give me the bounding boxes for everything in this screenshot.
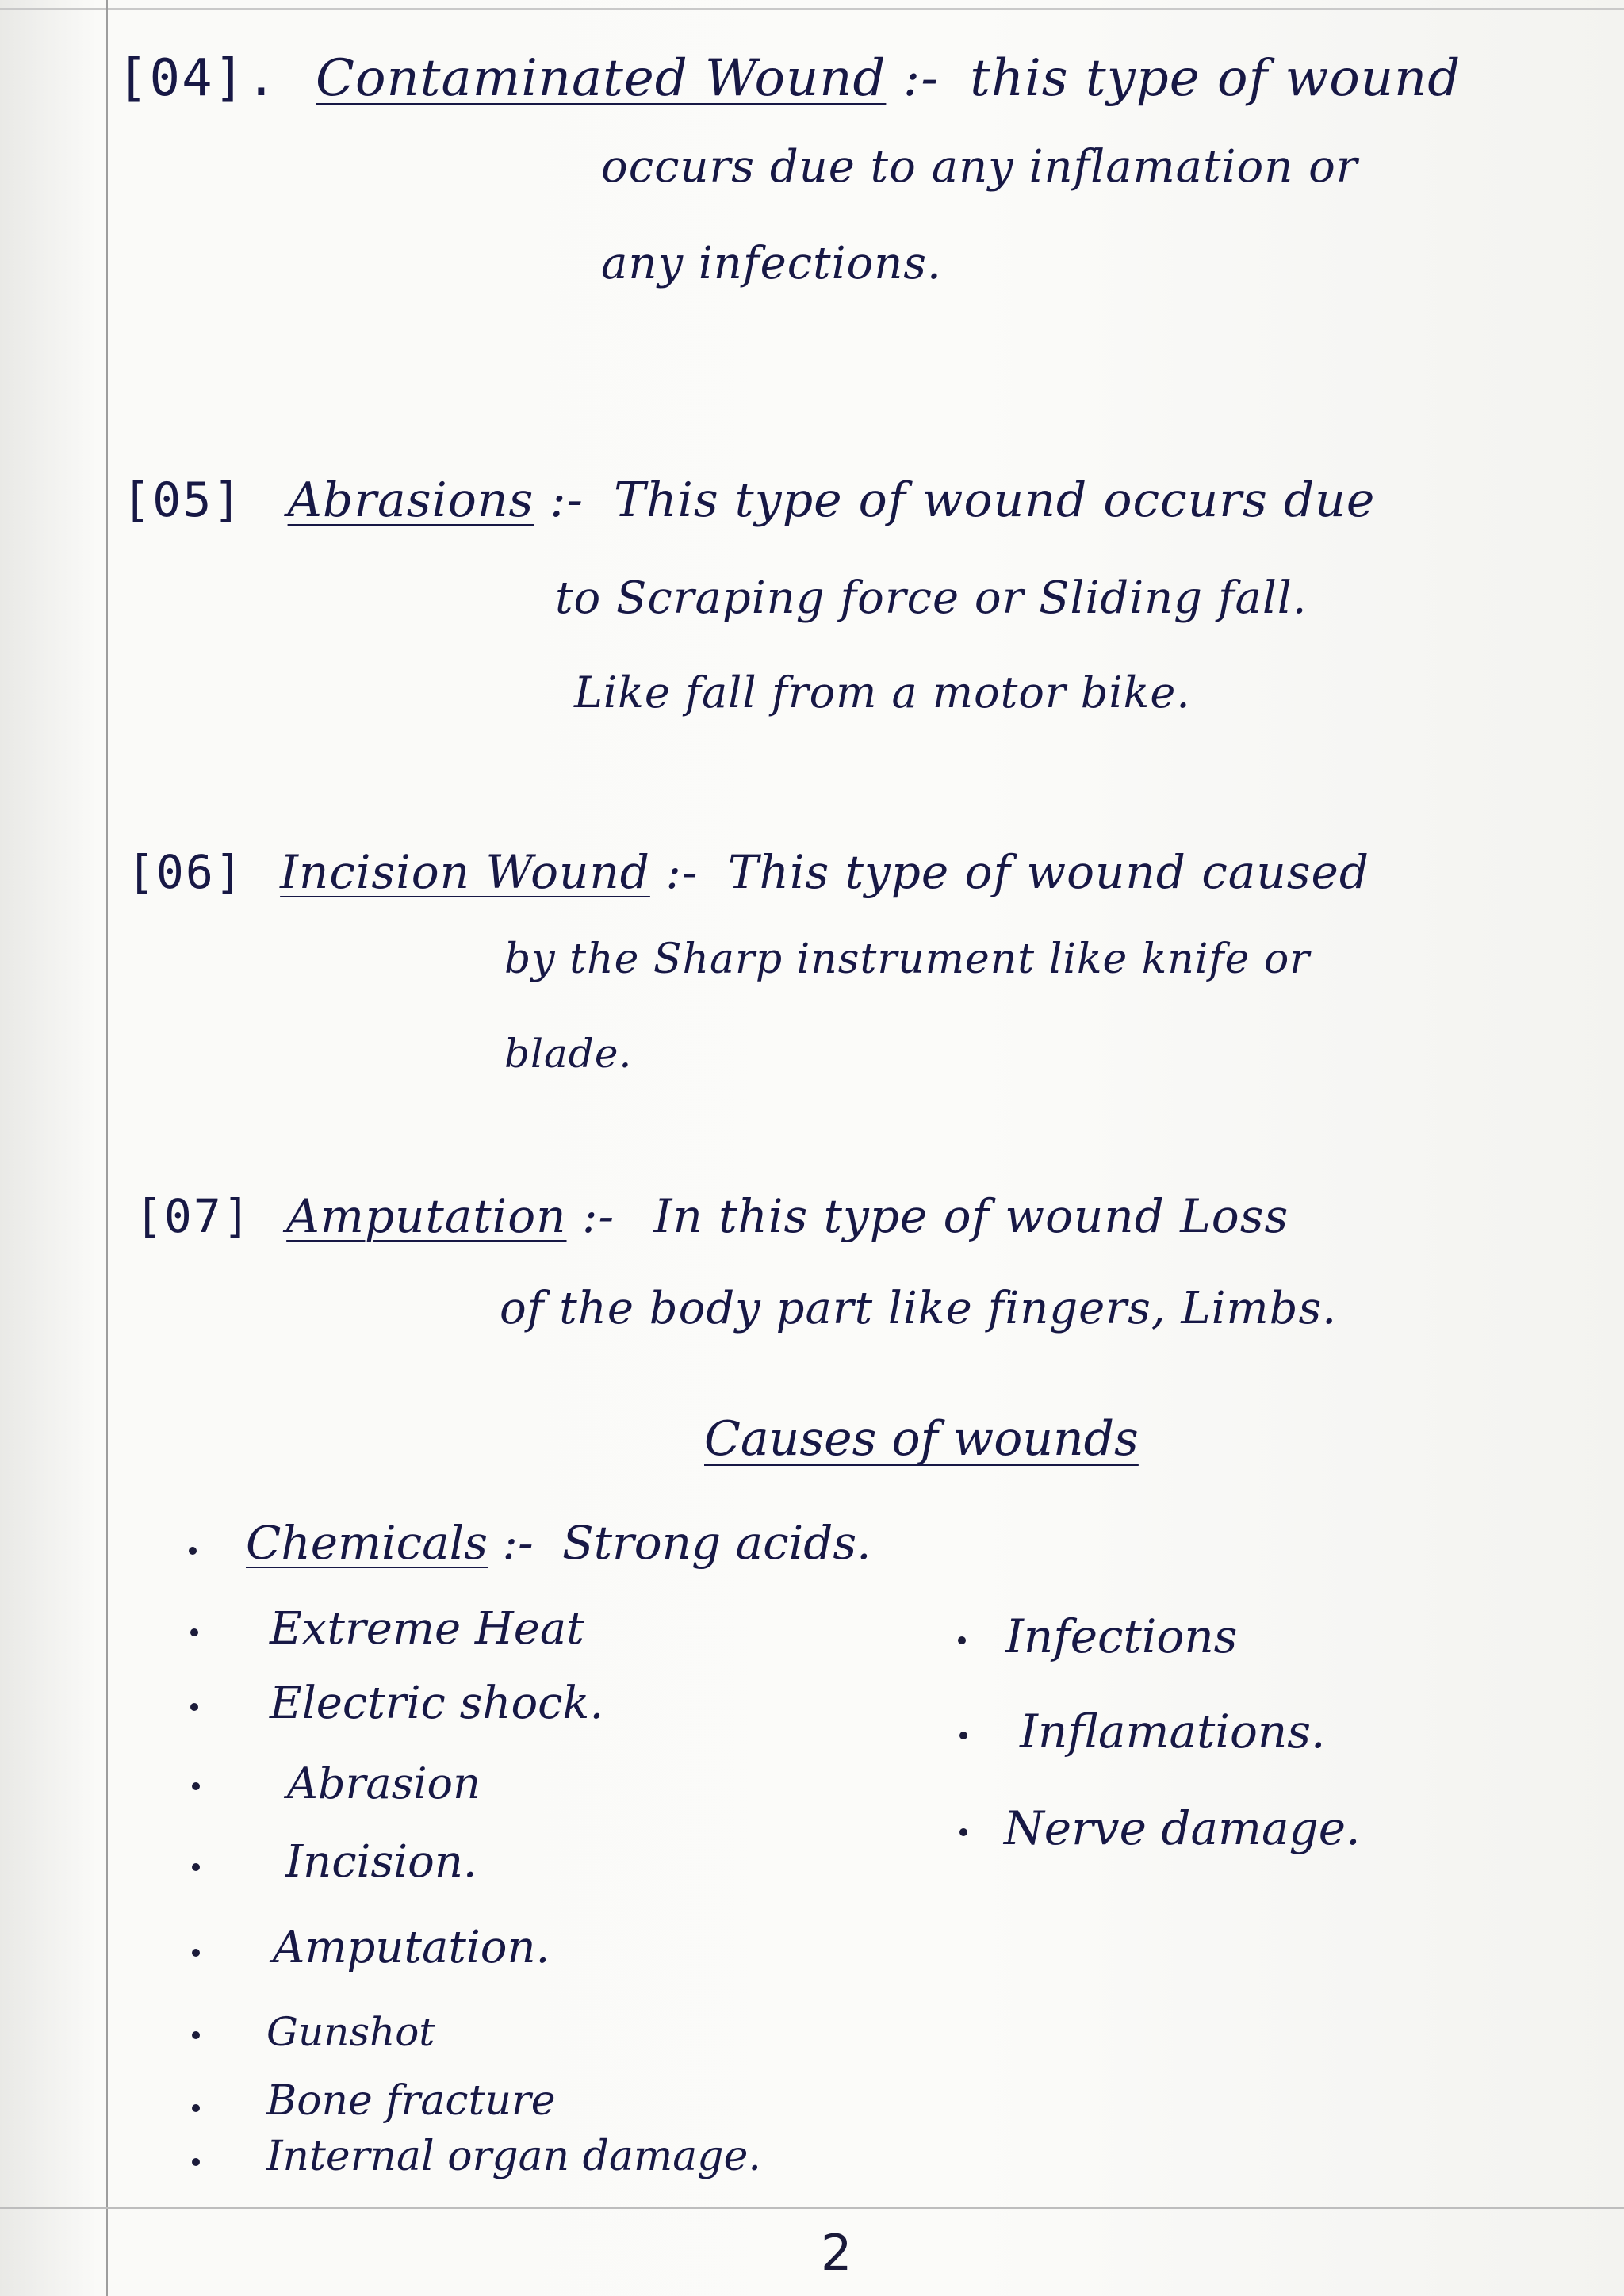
page-number: 2 xyxy=(821,2224,852,2282)
top-rule-line xyxy=(0,8,1624,10)
cause-item: Inflamations. xyxy=(1020,1705,1326,1758)
cause-item: Bone fracture xyxy=(266,2077,556,2125)
bullet-dot xyxy=(189,1547,197,1555)
bullet-dot xyxy=(192,2158,200,2166)
section-07-line-2: of the body part like fingers, Limbs. xyxy=(500,1283,1337,1334)
section-06-number: [06] xyxy=(127,845,244,899)
section-06-term: Incision Wound xyxy=(280,845,650,899)
section-07-separator: :- xyxy=(581,1189,615,1243)
section-04-term: Contaminated Wound xyxy=(316,49,887,108)
cause-chemicals-separator: :- xyxy=(502,1516,534,1570)
section-04-line-1: this type of wound xyxy=(970,49,1461,108)
cause-chemicals xyxy=(246,1516,871,1570)
section-05-number: [05] xyxy=(122,473,243,528)
bullet-dot xyxy=(192,1863,200,1871)
cause-item: Incision. xyxy=(285,1836,477,1888)
bullet-dot xyxy=(192,1949,200,1957)
bullet-dot xyxy=(192,2031,200,2039)
section-06-line-3: blade. xyxy=(504,1031,633,1077)
section-05-term: Abrasions xyxy=(287,473,534,528)
section-05-line-1: This type of wound occurs due xyxy=(613,473,1376,528)
cause-chemicals-text: Strong acids. xyxy=(562,1516,871,1570)
bullet-dot xyxy=(959,1828,967,1836)
bullet-dot xyxy=(192,2104,200,2112)
bottom-rule-line xyxy=(0,2207,1624,2209)
cause-item: Nerve damage. xyxy=(1004,1801,1361,1855)
cause-item: Abrasion xyxy=(287,1758,481,1808)
margin-line xyxy=(106,0,108,2296)
section-04-line-3: any infections. xyxy=(601,238,942,289)
section-04-number: [04]. xyxy=(117,49,278,108)
section-04-heading-line xyxy=(117,49,1461,108)
section-05-line-2: to Scraping force or Sliding fall. xyxy=(555,572,1308,624)
section-07-line-1: In this type of wound Loss xyxy=(653,1189,1289,1243)
cause-item: Amputation. xyxy=(273,1922,550,1973)
section-06-line-2: by the Sharp instrument like knife or xyxy=(504,936,1311,983)
section-07-heading-line xyxy=(135,1189,1289,1243)
section-04-separator: :- xyxy=(902,49,939,108)
section-07-term: Amputation xyxy=(286,1189,567,1243)
section-06-separator: :- xyxy=(665,845,699,899)
cause-item: Infections xyxy=(1005,1609,1238,1663)
bullet-dot xyxy=(958,1636,966,1644)
bullet-dot xyxy=(192,1782,200,1790)
cause-item: Electric shock. xyxy=(270,1678,604,1729)
cause-chemicals-term: Chemicals xyxy=(246,1516,488,1570)
cause-item: Extreme Heat xyxy=(270,1603,584,1655)
bullet-dot xyxy=(190,1628,198,1636)
bullet-dot xyxy=(190,1703,198,1711)
cause-item: Internal organ damage. xyxy=(266,2133,761,2180)
section-05-line-3: Like fall from a motor bike. xyxy=(574,668,1191,718)
section-06-heading-line xyxy=(127,845,1369,899)
section-04-line-2: occurs due to any inflamation or xyxy=(601,141,1358,193)
cause-item: Gunshot xyxy=(266,2009,435,2055)
section-07-number: [07] xyxy=(135,1189,252,1243)
section-05-heading-line xyxy=(122,473,1375,528)
section-05-separator: :- xyxy=(550,473,584,528)
bullet-dot xyxy=(959,1732,967,1739)
causes-heading: Causes of wounds xyxy=(704,1411,1139,1467)
section-06-line-1: This type of wound caused xyxy=(727,845,1369,899)
